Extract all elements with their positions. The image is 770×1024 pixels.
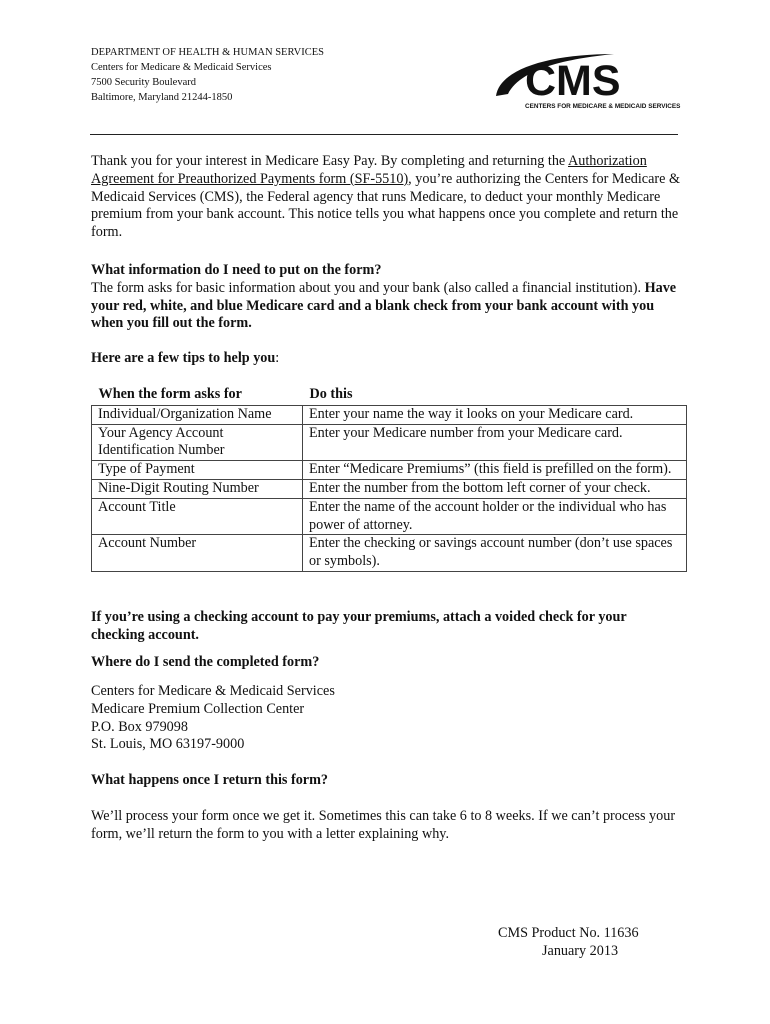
return-section-text: We’ll process your form once we get it. Sometimes this can take 6 to 8 weeks. If we can’t process your form, we’ll return the form to you with a letter explaining why. xyxy=(91,808,676,842)
info-section xyxy=(91,262,681,333)
intro-text-1: Thank you for your interest in Medicare Easy Pay. By completing and returning the xyxy=(91,153,568,169)
logo-text: CMS xyxy=(525,57,621,105)
table-cell: Individual/Organization Name xyxy=(92,405,303,424)
checking-notice: If you’re using a checking account to pay your premiums, attach a voided check for your checking account. xyxy=(91,609,627,643)
address-line: Centers for Medicare & Medicaid Services xyxy=(91,683,335,699)
column-header: When the form asks for xyxy=(98,386,242,402)
table-cell: Enter the name of the account holder or the individual who has power of attorney. xyxy=(303,498,687,535)
table-cell: Your Agency Account Identification Number xyxy=(92,424,303,461)
address-line: P.O. Box 979098 xyxy=(91,718,188,735)
info-text: The form asks for basic information about you and your bank (also called a financial institution). xyxy=(91,279,645,296)
address-line: Medicare Premium Collection Center xyxy=(91,700,305,717)
table-cell: Enter “Medicare Premiums” (this field is prefilled on the form). xyxy=(303,461,687,480)
header-line: DEPARTMENT OF HEALTH & HUMAN SERVICES xyxy=(91,47,324,58)
mailing-address xyxy=(91,683,335,754)
table-cell: Enter the number from the bottom left corner of your check. xyxy=(303,479,687,498)
table-cell: Nine-Digit Routing Number xyxy=(92,479,303,498)
intro-paragraph xyxy=(91,153,681,242)
header-line: 7500 Security Boulevard xyxy=(91,77,196,88)
product-number: CMS Product No. 11636 xyxy=(498,925,639,941)
header-line: Baltimore, Maryland 21244-1850 xyxy=(91,92,233,103)
document-footer xyxy=(498,925,639,961)
tips-heading: Here are a few tips to help you: xyxy=(91,350,280,366)
address-line: St. Louis, MO 63197-9000 xyxy=(91,736,245,753)
cms-logo xyxy=(492,50,682,112)
return-section-heading: What happens once I return this form? xyxy=(91,772,328,788)
table-cell: Type of Payment xyxy=(92,461,303,480)
table-cell: Account Title xyxy=(92,498,303,535)
table-row xyxy=(92,479,687,498)
logo-subtext: CENTERS FOR MEDICARE & MEDICAID SERVICES xyxy=(525,103,681,110)
tips-table xyxy=(91,386,687,572)
info-bold-text: Have your red, white, and blue Medicare card and a blank check from your bank account with you when you fill out the form. xyxy=(91,279,677,332)
table-row xyxy=(92,424,687,461)
header-line: Centers for Medicare & Medicaid Services xyxy=(91,62,272,73)
agency-header xyxy=(91,45,324,105)
table-cell: Enter your name the way it looks on your Medicare card. xyxy=(303,405,687,424)
send-section-heading: Where do I send the completed form? xyxy=(91,654,320,670)
table-cell: Enter your Medicare number from your Medicare card. xyxy=(303,424,687,461)
form-name-link: Authorization Agreement for Preauthorized Payments form (SF-5510) xyxy=(91,153,647,187)
table-header-row xyxy=(92,386,687,405)
header-divider xyxy=(90,134,678,135)
table-row xyxy=(92,461,687,480)
table-cell: Account Number xyxy=(92,535,303,572)
table-cell: Enter the checking or savings account number (don’t use spaces or symbols). xyxy=(303,535,687,572)
table-row xyxy=(92,498,687,535)
column-header: Do this xyxy=(309,386,353,402)
section-heading: What information do I need to put on the form? xyxy=(91,262,382,278)
table-row xyxy=(92,405,687,424)
publication-date: January 2013 xyxy=(542,942,619,959)
intro-text-2: , you’re authorizing the Centers for Medicare & Medicaid Services (CMS), the Federal agency that runs Medicare, to deduct your monthly Medicare premium from your bank account. This notice tells you what happens once you complete and return the form. xyxy=(91,170,680,241)
table-row xyxy=(92,535,687,572)
